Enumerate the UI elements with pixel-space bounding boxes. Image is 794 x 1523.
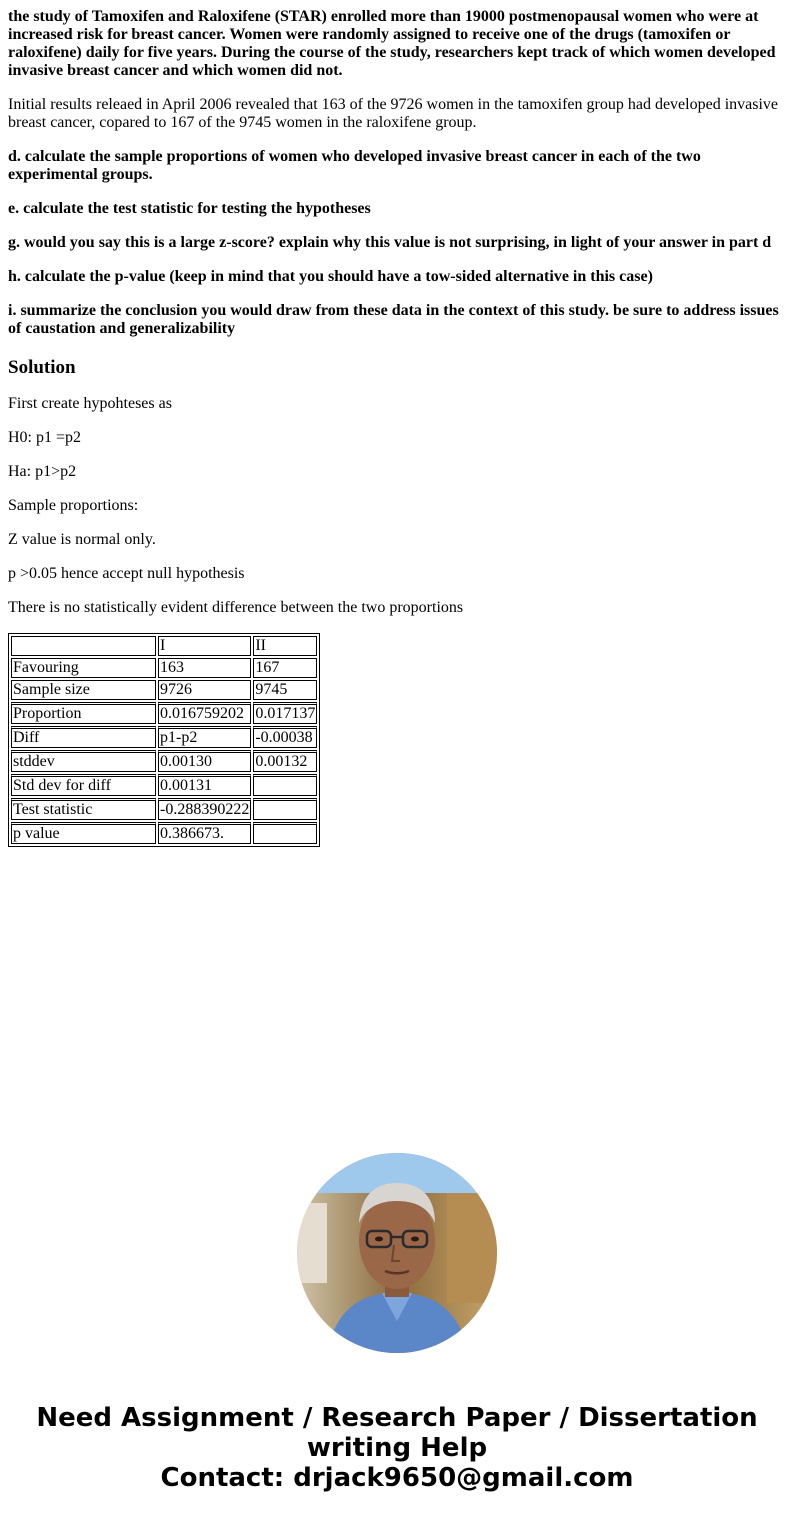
table-cell: Favouring xyxy=(11,658,156,678)
table-header-row xyxy=(11,636,317,656)
table-row xyxy=(11,774,317,796)
table-cell: 9745 xyxy=(253,680,317,700)
table-row xyxy=(11,658,317,678)
question-part-h: h. calculate the p-value (keep in mind that you should have a tow-sided alternative in this case) xyxy=(8,268,653,285)
solution-line: Ha: p1>p2 xyxy=(8,463,77,480)
question-part-d: d. calculate the sample proportions of women who developed invasive breast cancer in each of the two experimental groups. xyxy=(8,148,701,183)
table-cell: p1-p2 xyxy=(158,726,251,748)
contact-email: Contact: drjack9650@gmail.com xyxy=(160,1463,634,1493)
solution-line: First create hypohteses as xyxy=(8,395,172,412)
solution-line: Sample proportions: xyxy=(8,497,139,514)
table-row xyxy=(11,822,317,844)
table-cell xyxy=(11,636,156,656)
table-cell xyxy=(253,822,317,844)
table-cell: 0.00130 xyxy=(158,750,251,772)
table-cell: 0.017137 xyxy=(253,702,317,724)
table-row xyxy=(11,726,317,748)
table-cell: Test statistic xyxy=(11,798,156,820)
question-intro: the study of Tamoxifen and Raloxifene (STAR) enrolled more than 19000 postmenopausal women who were at increased risk for breast cancer. Women were randomly assigned to receive one of the drugs (tamoxifen or raloxifene) daily for five years. During the course of the study, researchers kept track of which women developed invasive breast cancer and which women did not. xyxy=(8,8,776,79)
table-cell: 0.386673. xyxy=(158,822,251,844)
table-cell: 0.00131 xyxy=(158,774,251,796)
table-cell: 167 xyxy=(253,658,317,678)
table-row xyxy=(11,798,317,820)
table-cell: -0.00038 xyxy=(253,726,317,748)
question-results: Initial results releaed in April 2006 revealed that 163 of the 9726 women in the tamoxifen group had developed invasive breast cancer, copared to 167 of the 9745 women in the raloxifene group. xyxy=(8,96,779,131)
solution-heading: Solution xyxy=(8,357,76,378)
question-part-e: e. calculate the test statistic for testing the hypotheses xyxy=(8,200,371,217)
solution-line: Z value is normal only. xyxy=(8,531,156,548)
table-cell: II xyxy=(253,636,317,656)
table-cell: 163 xyxy=(158,658,251,678)
table-cell: 9726 xyxy=(158,680,251,700)
results-table xyxy=(8,633,320,847)
banner-line: Need Assignment / Research Paper / Dissertation xyxy=(36,1403,758,1433)
question-part-i: i. summarize the conclusion you would draw from these data in the context of this study. be sure to address issues of caustation and generalizability xyxy=(8,302,779,337)
table-cell: Std dev for diff xyxy=(11,774,156,796)
portrait-image xyxy=(297,1153,497,1353)
banner-line: writing Help xyxy=(306,1433,488,1463)
contact-banner xyxy=(0,1403,794,1493)
solution-line: There is no statistically evident difference between the two proportions xyxy=(8,599,464,616)
table-row xyxy=(11,750,317,772)
table-cell xyxy=(253,798,317,820)
table-cell: I xyxy=(158,636,251,656)
table-cell: Sample size xyxy=(11,680,156,700)
table-cell xyxy=(253,774,317,796)
question-part-g: g. would you say this is a large z-score? explain why this value is not surprising, in light of your answer in part d xyxy=(8,234,772,251)
table-cell: -0.288390222 xyxy=(158,798,251,820)
table-cell: Proportion xyxy=(11,702,156,724)
table-cell: Diff xyxy=(11,726,156,748)
solution-line: p >0.05 hence accept null hypothesis xyxy=(8,565,245,582)
author-photo xyxy=(297,1153,497,1353)
document-body xyxy=(8,8,784,847)
table-cell: stddev xyxy=(11,750,156,772)
table-cell: 0.016759202 xyxy=(158,702,251,724)
table-row xyxy=(11,680,317,700)
table-cell: 0.00132 xyxy=(253,750,317,772)
table-row xyxy=(11,702,317,724)
solution-line: H0: p1 =p2 xyxy=(8,429,82,446)
table-cell: p value xyxy=(11,822,156,844)
